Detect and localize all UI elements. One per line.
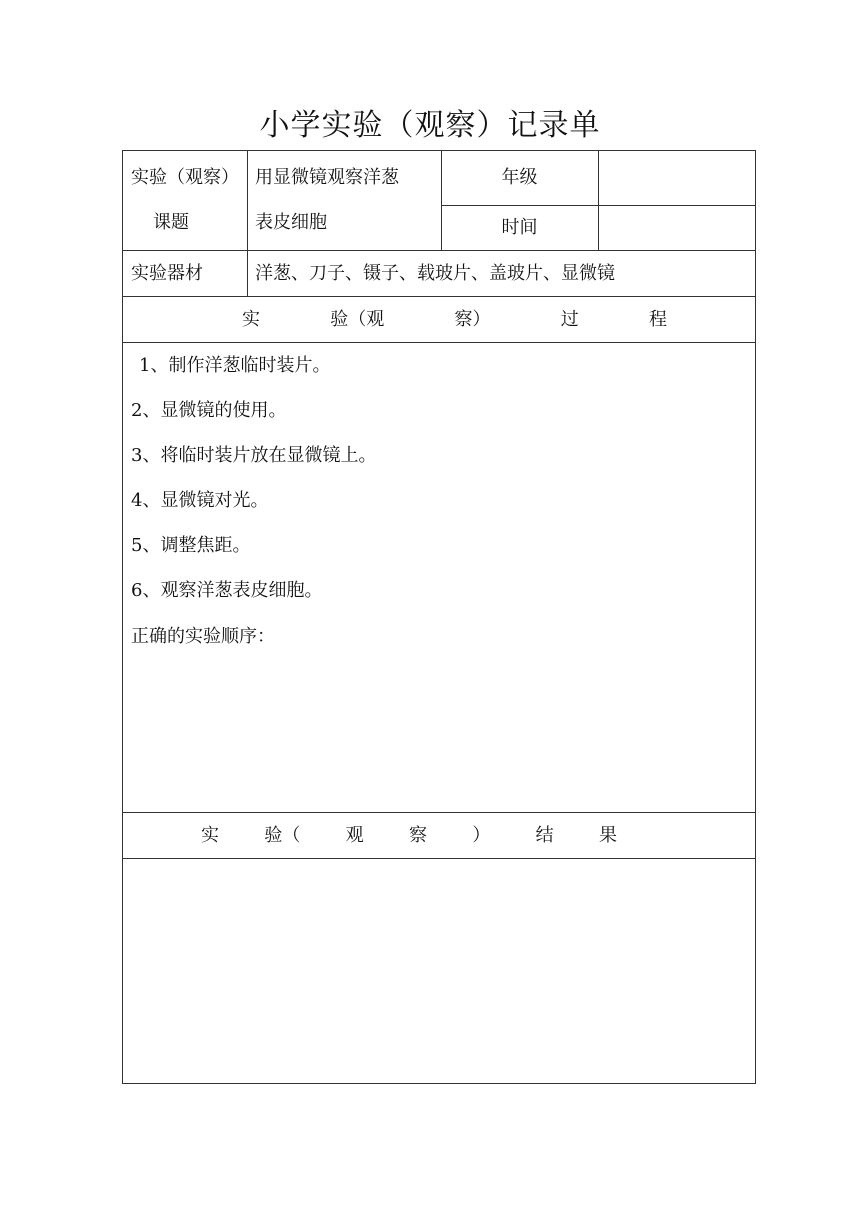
column-divider [247, 150, 248, 297]
table-border-left [122, 150, 123, 1084]
table-border-top [122, 150, 756, 151]
process-step: 3、将临时装片放在显微镜上。 [131, 445, 377, 466]
subject-value: 用显微镜观察洋葱 [255, 167, 399, 188]
result-heading-part: 结 [535, 825, 554, 846]
result-content[interactable] [131, 870, 747, 1070]
table-border-right [755, 150, 756, 1084]
row-divider [122, 250, 756, 251]
equipment-value: 洋葱、刀子、镊子、载玻片、盖玻片、显微镜 [255, 263, 615, 284]
process-step: 1、制作洋葱临时装片。 [139, 355, 331, 376]
row-divider [122, 812, 756, 813]
row-divider [122, 296, 756, 297]
process-step: 6、观察洋葱表皮细胞。 [131, 580, 323, 601]
process-step: 5、调整焦距。 [131, 535, 251, 556]
process-heading-part: 程 [649, 309, 667, 330]
result-heading-part: 验（ [264, 825, 301, 846]
result-heading-part: 实 [201, 825, 219, 846]
row-divider [122, 342, 756, 343]
equipment-label: 实验器材 [131, 263, 203, 284]
process-step: 4、显微镜对光。 [131, 490, 269, 511]
process-heading-part: 察） [454, 309, 491, 330]
result-heading [201, 824, 617, 848]
column-divider [598, 150, 599, 251]
order-label: 正确的实验顺序： [131, 626, 275, 647]
result-heading-part: 察 [408, 825, 427, 846]
result-heading-part: ） [472, 825, 491, 846]
table-border-bottom [122, 1083, 756, 1084]
process-heading-part: 验（观 [330, 309, 385, 330]
process-heading-part: 过 [560, 309, 579, 330]
result-heading-part: 观 [345, 825, 364, 846]
process-step: 2、显微镜的使用。 [131, 400, 287, 421]
result-heading-part: 果 [598, 825, 617, 846]
subject-value-line2: 表皮细胞 [255, 212, 327, 233]
process-heading [242, 308, 667, 332]
subject-label: 实验（观察） [131, 167, 239, 188]
time-label: 时间 [501, 217, 538, 238]
row-divider [122, 858, 756, 859]
grade-label: 年级 [501, 167, 538, 188]
process-heading-part: 实 [242, 309, 260, 330]
page-title: 小学实验（观察）记录单 [259, 108, 601, 143]
subject-label-line2: 课题 [153, 212, 189, 233]
